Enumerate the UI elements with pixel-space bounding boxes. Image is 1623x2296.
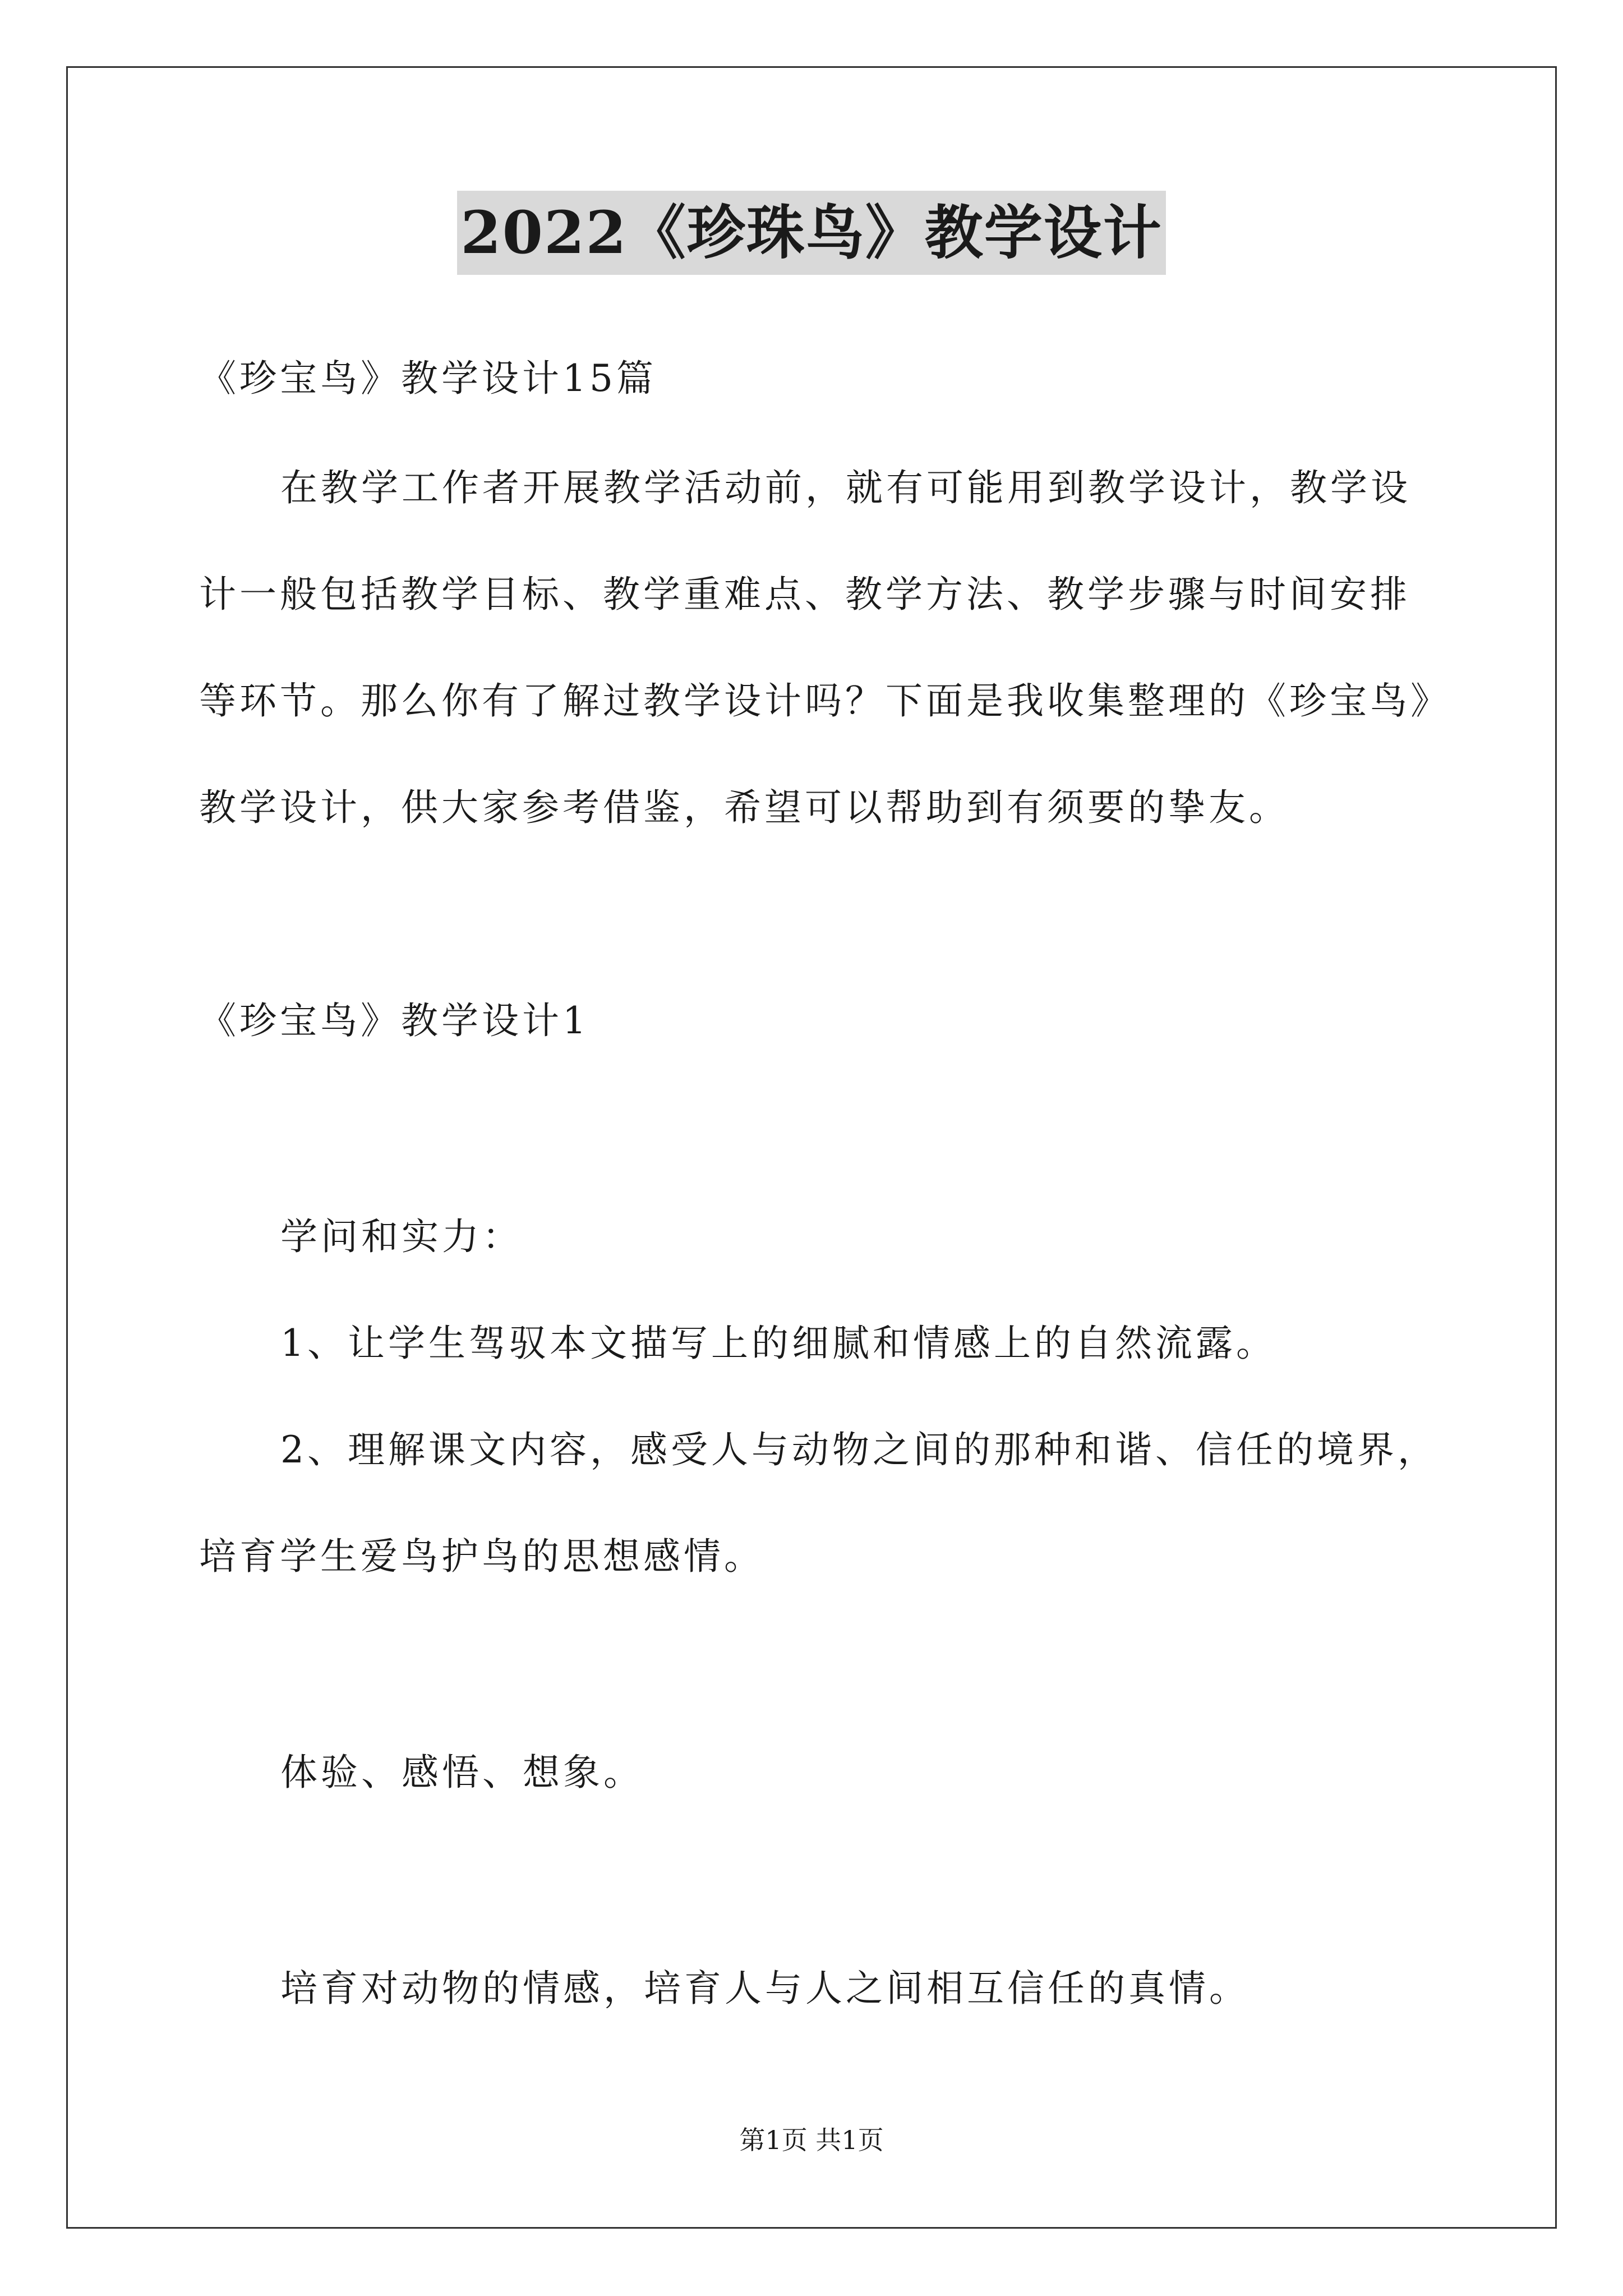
intro-line-1: 在教学工作者开展教学活动前，就有可能用到教学设计，教学设: [280, 466, 1411, 509]
emotion-line: 培育对动物的情感，培育人与人之间相互信任的真情。: [280, 1967, 1249, 2010]
page-footer: 第1页 共1页: [739, 2125, 884, 2155]
subtitle-line: 《珍宝鸟》教学设计15篇: [199, 357, 657, 400]
section-heading: 《珍宝鸟》教学设计1: [199, 999, 589, 1042]
title-container: [0, 191, 1623, 275]
goal-item-2: 2、理解课文内容，感受人与动物之间的那种和谐、信任的境界，: [280, 1428, 1438, 1471]
goal-heading: 学问和实力：: [280, 1215, 523, 1258]
goal-item-1: 1、让学生驾驭本文描写上的细腻和情感上的自然流露。: [280, 1322, 1276, 1365]
method-line: 体验、感悟、想象。: [280, 1751, 644, 1794]
goal-item-2-cont: 培育学生爱鸟护鸟的思想感情。: [199, 1535, 764, 1578]
intro-line-3: 等环节。那么你有了解过教学设计吗？下面是我收集整理的《珍宝鸟》: [199, 679, 1451, 723]
intro-line-4: 教学设计，供大家参考借鉴，希望可以帮助到有须要的挚友。: [199, 786, 1289, 829]
intro-line-2: 计一般包括教学目标、教学重难点、教学方法、教学步骤与时间安排: [199, 573, 1410, 616]
document-title: 2022《珍珠鸟》教学设计: [457, 191, 1165, 275]
